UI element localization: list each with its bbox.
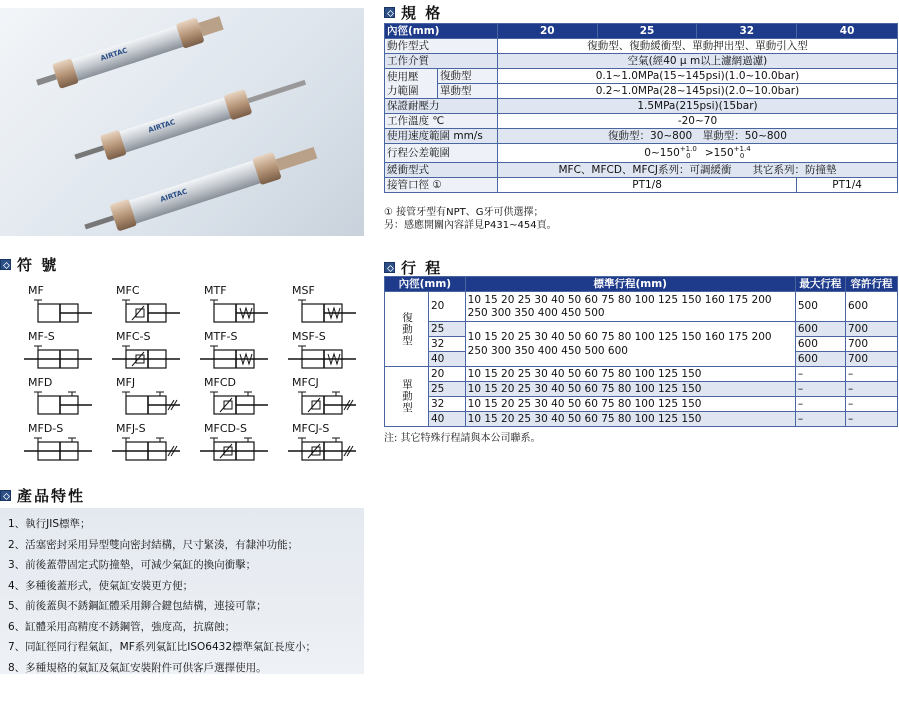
- cylinder-symbol-icon: [108, 390, 188, 420]
- stroke-bore: 20: [429, 292, 466, 322]
- stroke-max: –: [795, 397, 845, 412]
- svg-text:AIRTAC: AIRTAC: [147, 118, 177, 135]
- double-acting-label: 復動型: [385, 292, 429, 367]
- spec-value: PT1/8: [497, 178, 796, 193]
- cylinder-symbol-icon: [196, 298, 276, 328]
- stroke-standard: 10 15 20 25 30 40 50 60 75 80 100 125 150: [465, 412, 795, 427]
- stroke-allow: 700: [845, 322, 897, 337]
- stroke-max: 600: [795, 337, 845, 352]
- spec-value: -20~70: [497, 114, 897, 129]
- svg-text:AIRTAC: AIRTAC: [159, 187, 189, 204]
- feature-item: 8、多種規格的氣缸及氣缸安裝附件可供客戶選擇使用。: [8, 661, 267, 674]
- cylinder-symbol-icon: [196, 390, 276, 420]
- spec-value: 0~150+1.0 0 >150+1.4 0: [497, 144, 897, 163]
- stroke-header-allow: 容許行程: [845, 277, 897, 292]
- spec-header-25: 25: [597, 24, 697, 39]
- cylinder-symbol-icon: [284, 298, 364, 328]
- cylinder-symbol-icon: [20, 344, 100, 374]
- feature-item: 1、執行JIS標準；: [8, 518, 91, 530]
- spec-value: MFC、MFCD、MFCJ系列：可調緩衝 其它系列：防撞墊: [497, 163, 897, 178]
- product-photo: [0, 8, 364, 236]
- stroke-max: 500: [795, 292, 845, 322]
- spec-label: 使用壓 力範圍: [385, 69, 438, 99]
- spec-sublabel: 復動型: [437, 69, 497, 84]
- stroke-standard: 10 15 20 25 30 40 50 60 75 80 100 125 150 160 175 200 250 300 350 400 450 500 600: [465, 322, 795, 367]
- stroke-allow: –: [845, 397, 897, 412]
- symbol-mfj: MFJ: [108, 376, 188, 422]
- symbol-mfc: MFC: [108, 284, 188, 330]
- stroke-bore: 32: [429, 397, 466, 412]
- cylinder-symbol-icon: [108, 436, 188, 466]
- stroke-standard: 10 15 20 25 30 40 50 60 75 80 100 125 150: [465, 367, 795, 382]
- section-bullet-icon: [384, 262, 395, 273]
- stroke-title: 行 程: [384, 257, 442, 278]
- spec-header-32: 32: [697, 24, 797, 39]
- stroke-bore: 25: [429, 382, 466, 397]
- symbol-mfcj-s: MFCJ-S: [284, 422, 364, 468]
- spec-table: [384, 23, 898, 193]
- section-bullet-icon: [0, 490, 11, 501]
- stroke-header-standard: 標準行程(mm): [465, 277, 795, 292]
- spec-label: 保證耐壓力: [385, 99, 498, 114]
- cylinder-symbol-icon: [20, 390, 100, 420]
- spec-header-40: 40: [797, 24, 898, 39]
- spec-header-20: 20: [497, 24, 597, 39]
- symbol-grid: [20, 284, 350, 464]
- spec-label: 工作溫度 ℃: [385, 114, 498, 129]
- spec-value: 0.1~1.0MPa(15~145psi)(1.0~10.0bar): [497, 69, 897, 84]
- stroke-max: 600: [795, 352, 845, 367]
- spec-header-bore: 內徑(mm): [385, 24, 498, 39]
- symbols-title: 符 號: [0, 254, 58, 275]
- spec-label: 緩衝型式: [385, 163, 498, 178]
- stroke-allow: 700: [845, 337, 897, 352]
- feature-item: 2、活塞密封采用异型雙向密封結構，尺寸緊湊，有隸沖功能；: [8, 538, 299, 551]
- feature-item: 3、前後蓋帶固定式防撞墊，可減少氣缸的換向衝擊；: [8, 559, 257, 571]
- spec-label: 工作介質: [385, 54, 498, 69]
- symbol-mfj-s: MFJ-S: [108, 422, 188, 468]
- symbol-mf: MF: [20, 284, 100, 330]
- cylinder-symbol-icon: [196, 436, 276, 466]
- stroke-allow: –: [845, 382, 897, 397]
- section-bullet-icon: [384, 7, 395, 18]
- spec-notes: ① 接管牙型有NPT、G牙可供選擇； 另：感應開關內容詳見P431~454頁。: [384, 207, 557, 231]
- symbol-mtf: MTF: [196, 284, 276, 330]
- stroke-max: –: [795, 412, 845, 427]
- cylinder-image-1: [33, 10, 226, 95]
- stroke-bore: 32: [429, 337, 466, 352]
- symbol-mfc-s: MFC-S: [108, 330, 188, 376]
- symbol-mfcd: MFCD: [196, 376, 276, 422]
- spec-label: 行程公差範圍: [385, 144, 498, 163]
- feature-item: 7、同缸徑同行程氣缸，MF系列氣缸比ISO6432標準氣缸長度小；: [8, 641, 317, 653]
- cylinder-symbol-icon: [20, 436, 100, 466]
- spec-label: 使用速度範圍 mm/s: [385, 129, 498, 144]
- cylinder-symbol-icon: [284, 436, 364, 466]
- symbol-msf: MSF: [284, 284, 364, 330]
- svg-text:AIRTAC: AIRTAC: [99, 46, 129, 63]
- feature-item: 4、多種後蓋形式，使氣缸安裝更方便；: [8, 579, 194, 592]
- symbol-mfd-s: MFD-S: [20, 422, 100, 468]
- cylinder-symbol-icon: [196, 344, 276, 374]
- stroke-note: 注: 其它特殊行程請與本公司聯系。: [384, 433, 541, 444]
- spec-label: 動作型式: [385, 39, 498, 54]
- stroke-standard: 10 15 20 25 30 40 50 60 75 80 100 125 150: [465, 382, 795, 397]
- symbol-mtf-s: MTF-S: [196, 330, 276, 376]
- cylinder-symbol-icon: [108, 344, 188, 374]
- stroke-allow: 600: [845, 292, 897, 322]
- spec-value: 復動型：30~800 單動型：50~800: [497, 129, 897, 144]
- section-bullet-icon: [0, 259, 11, 270]
- spec-title: 規 格: [384, 2, 442, 23]
- symbol-msf-s: MSF-S: [284, 330, 364, 376]
- spec-value: 0.2~1.0MPa(28~145psi)(2.0~10.0bar): [497, 84, 897, 99]
- stroke-allow: –: [845, 412, 897, 427]
- stroke-max: –: [795, 367, 845, 382]
- spec-value: PT1/4: [797, 178, 898, 193]
- symbol-mfd: MFD: [20, 376, 100, 422]
- stroke-header-max: 最大行程: [795, 277, 845, 292]
- spec-value: 復動型、復動緩衝型、單動押出型、單動引入型: [497, 39, 897, 54]
- spec-sublabel: 單動型: [437, 84, 497, 99]
- stroke-max: 600: [795, 322, 845, 337]
- stroke-standard: 10 15 20 25 30 40 50 60 75 80 100 125 150: [465, 397, 795, 412]
- cylinder-symbol-icon: [20, 298, 100, 328]
- stroke-standard: 10 15 20 25 30 40 50 60 75 80 100 125 150 160 175 200 250 300 350 400 450 500: [465, 292, 795, 322]
- stroke-bore: 40: [429, 412, 466, 427]
- symbol-mfcj: MFCJ: [284, 376, 364, 422]
- features-list: [0, 508, 364, 674]
- spec-value: 空氣(經40 μ m以上濾網過濾): [497, 54, 897, 69]
- features-title: 產品特性: [0, 485, 85, 506]
- stroke-max: –: [795, 382, 845, 397]
- symbol-mfcd-s: MFCD-S: [196, 422, 276, 468]
- symbol-mf-s: MF-S: [20, 330, 100, 376]
- feature-item: 6、缸體采用高精度不銹鋼管，強度高，抗腐蝕；: [8, 620, 236, 633]
- cylinder-symbol-icon: [284, 390, 364, 420]
- stroke-allow: 700: [845, 352, 897, 367]
- cylinder-symbol-icon: [108, 298, 188, 328]
- single-acting-label: 單動型: [385, 367, 429, 427]
- stroke-table: [384, 276, 898, 427]
- stroke-bore: 25: [429, 322, 466, 337]
- cylinder-symbol-icon: [284, 344, 364, 374]
- spec-value: 1.5MPa(215psi)(15bar): [497, 99, 897, 114]
- spec-label: 接管口徑 ①: [385, 178, 498, 193]
- feature-item: 5、前後蓋與不銹鋼缸體采用鉚合鍵包結構，連接可靠；: [8, 600, 267, 612]
- stroke-header-bore: 內徑(mm): [385, 277, 466, 292]
- stroke-bore: 20: [429, 367, 466, 382]
- stroke-allow: –: [845, 367, 897, 382]
- stroke-bore: 40: [429, 352, 466, 367]
